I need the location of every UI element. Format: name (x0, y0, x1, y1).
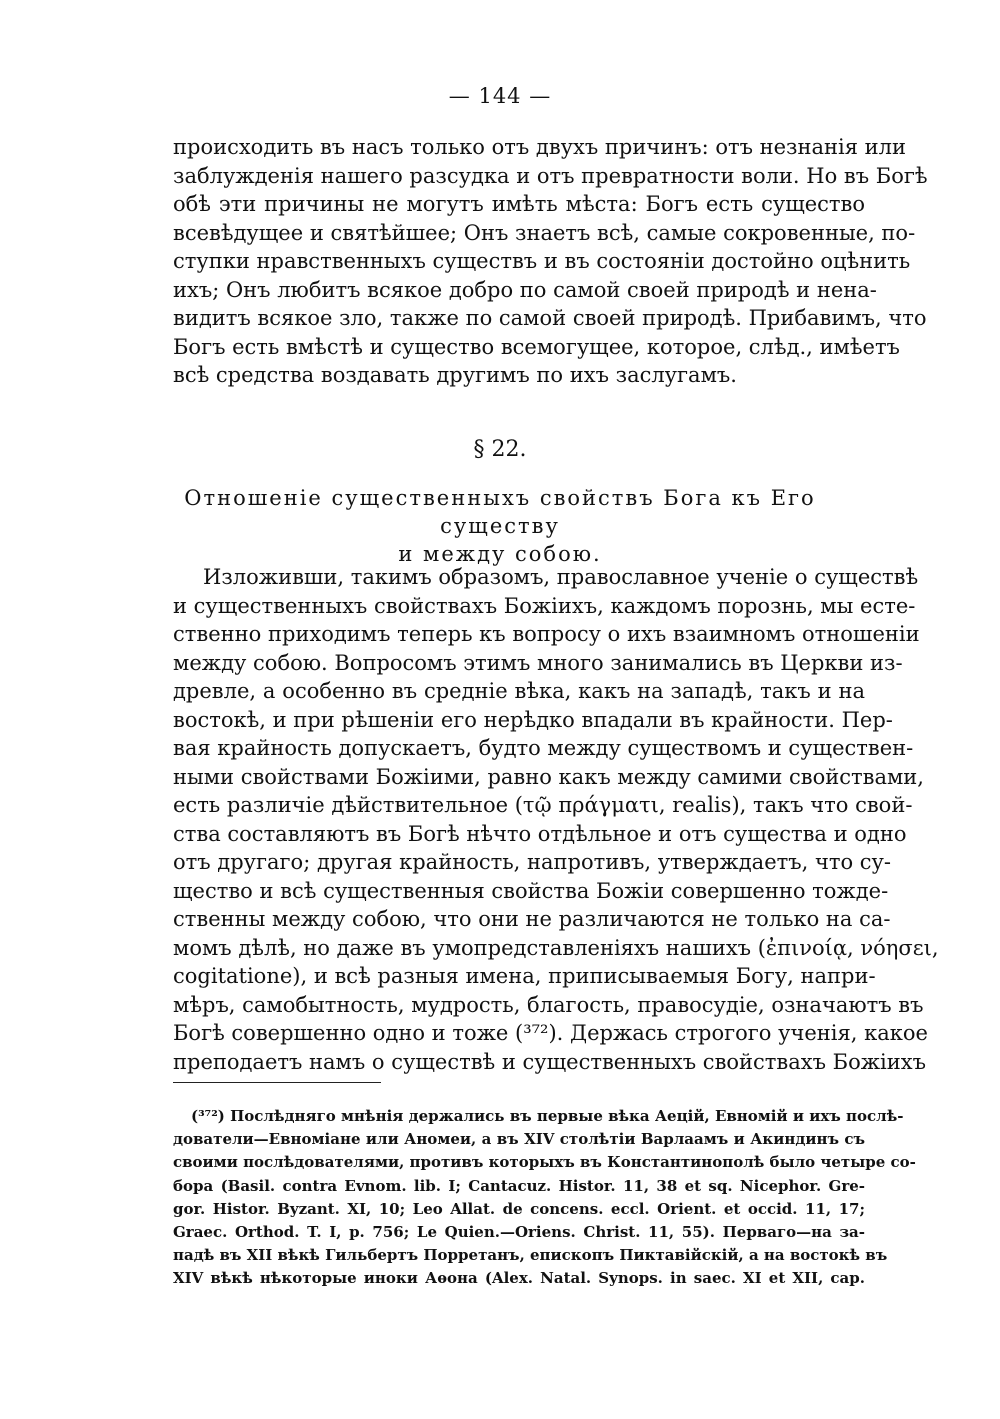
section-title (150, 484, 850, 568)
text-line: ственны между собою, что они не различаются не только на са- (173, 907, 891, 931)
text-line: между собою. Вопросомъ этимъ много занимались въ Церкви из- (173, 650, 903, 675)
text-line: вая крайность допускаетъ, будто между существомъ и существен- (173, 736, 914, 760)
text-line: есть различіе дѣйствительное (τῷ πράγματι, realis), такъ что свой- (173, 793, 913, 817)
page-number: — 144 — (448, 84, 552, 108)
paragraph-1 (173, 133, 928, 390)
footnote (173, 1105, 916, 1291)
footnote-line: бора (Basil. contra Evnom. lib. I; Cantacuz. Histor. 11, 38 et sq. Nicephor. Gre- (173, 1176, 865, 1195)
footnote-line: дователи—Евноміане или Аномеи, а въ XIV столѣтіи Варлаамъ и Акиндинъ съ (173, 1130, 865, 1149)
footnote-line: своими послѣдователями, противъ которыхъ въ Константинополѣ было четыре со- (173, 1153, 916, 1172)
footnote-line: Graec. Orthod. T. I, p. 756; Le Quien.—Oriens. Christ. 11, 55). Перваго—на за- (173, 1223, 865, 1242)
footnote-line: gor. Histor. Byzant. XI, 10; Leo Allat. de concens. eccl. Orient. et occid. 11, 17; (173, 1199, 865, 1218)
text-line: момъ дѣлѣ, но даже въ умопредставленіяхъ нашихъ (ἐπινοίᾳ, νόησει, (173, 935, 939, 960)
text-line: преподаетъ намъ о существѣ и существенныхъ свойствахъ Божіихъ (173, 1049, 926, 1074)
text-line: щество и всѣ существенныя свойства Божіи совершенно тожде- (173, 878, 889, 903)
text-line: заблужденія нашего разсудка и отъ превратности воли. Но въ Богѣ (173, 163, 928, 188)
text-line: обѣ эти причины не могутъ имѣть мѣста: Богъ есть существо (173, 192, 865, 216)
text-line: и существенныхъ свойствахъ Божіихъ, каждомъ порознь, мы есте- (173, 593, 916, 618)
text-line: мѣръ, самобытность, мудрость, благость, правосудіе, означаютъ въ (173, 992, 924, 1017)
text-line: ства составляютъ въ Богѣ нѣчто отдѣльное и отъ существа и одно (173, 821, 907, 846)
footnote-line: (³⁷²) Послѣдняго мнѣнія держались въ первые вѣка Аецій, Евномій и ихъ послѣ- (191, 1107, 904, 1125)
text-line: ступки нравственныхъ существъ и въ состояніи достойно оцѣнить (173, 249, 911, 273)
text-line: ными свойствами Божіими, равно какъ между самими свойствами, (173, 764, 924, 789)
text-line: происходить въ насъ только отъ двухъ причинъ: отъ незнанія или (173, 135, 907, 159)
text-line: Богъ есть вмѣстѣ и существо всемогущее, которое, слѣд., имѣетъ (173, 334, 900, 359)
text-line: древле, а особенно въ средніе вѣка, какъ на западѣ, такъ и на (173, 679, 865, 703)
text-line: ственно приходимъ теперь къ вопросу о ихъ взаимномъ отношеніи (173, 622, 920, 646)
paragraph-2 (173, 563, 939, 1076)
text-line: всевѣдущее и святѣйшее; Онъ знаетъ всѣ, самые сокровенные, по- (173, 220, 916, 245)
footnote-separator (173, 1082, 381, 1083)
text-line: отъ другаго; другая крайность, напротивъ, утверждаетъ, что су- (173, 850, 891, 874)
footnote-line: падѣ въ XII вѣкѣ Гильбертъ Порретанъ, епископъ Пиктавійскій, а на востокѣ въ (173, 1246, 888, 1265)
text-line: Богѣ совершенно одно и тоже (³⁷²). Держась строгого ученія, какое (173, 1021, 928, 1045)
section-title-line: и между собою. (398, 542, 602, 566)
text-line: ихъ; Онъ любитъ всякое добро по самой своей природѣ и нена- (173, 277, 877, 302)
text-line: видитъ всякое зло, также по самой своей природѣ. Прибавимъ, что (173, 306, 927, 330)
section-title-line: Отношеніе существенныхъ свойствъ Бога къ Его существу (184, 486, 816, 538)
footnote-line: XIV вѣкѣ нѣкоторые иноки Аѳона (Alex. Natal. Synops. in saec. XI et XII, cap. (173, 1269, 865, 1288)
section-number: § 22. (473, 437, 527, 462)
text-line: Изложивши, такимъ образомъ, православное ученіе о существѣ (203, 565, 919, 589)
text-line: востокѣ, и при рѣшеніи его нерѣдко впадали въ крайности. Пер- (173, 707, 893, 732)
text-line: cogitatione), и всѣ разныя имена, приписываемыя Богу, напри- (173, 964, 876, 988)
text-line: всѣ средства воздавать другимъ по ихъ заслугамъ. (173, 363, 737, 387)
